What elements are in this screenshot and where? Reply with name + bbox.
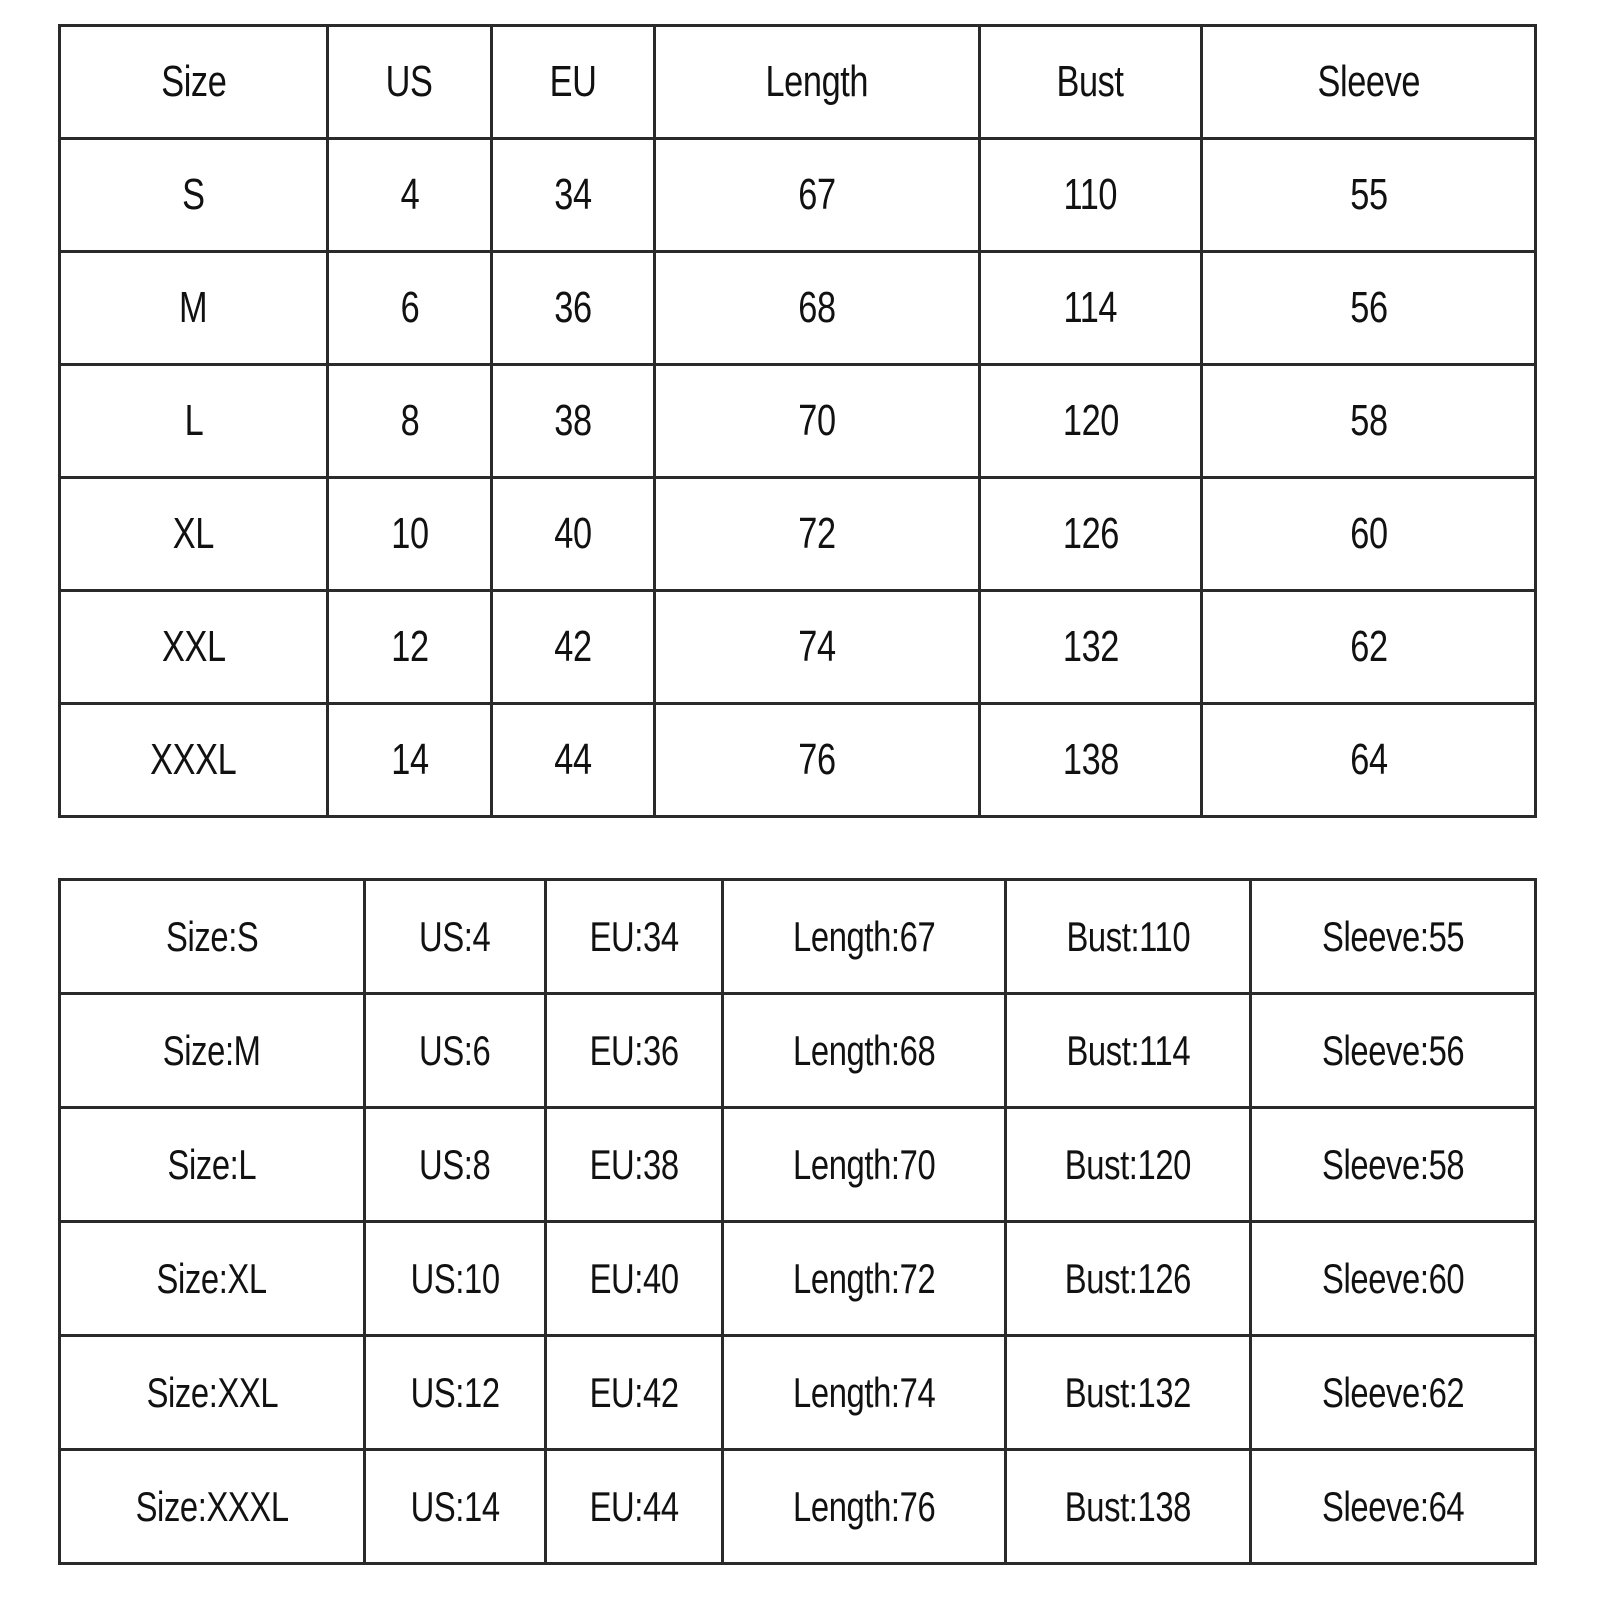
table-cell: Bust:114 bbox=[1006, 994, 1251, 1108]
table-row bbox=[60, 1222, 1536, 1336]
table-cell: Length:67 bbox=[723, 880, 1006, 994]
table-cell: 114 bbox=[980, 252, 1202, 365]
table-row bbox=[60, 252, 1536, 365]
header-cell: Bust bbox=[980, 26, 1202, 139]
table-cell: Size:S bbox=[60, 880, 365, 994]
table-cell: 4 bbox=[328, 139, 492, 252]
table-cell: M bbox=[60, 252, 328, 365]
table-cell: US:8 bbox=[365, 1108, 546, 1222]
header-cell: EU bbox=[492, 26, 655, 139]
table-row bbox=[60, 704, 1536, 817]
table-cell: Size:XXXL bbox=[60, 1450, 365, 1564]
table-cell: Length:72 bbox=[723, 1222, 1006, 1336]
table-row bbox=[60, 591, 1536, 704]
table-row bbox=[60, 1108, 1536, 1222]
table-cell: 14 bbox=[328, 704, 492, 817]
table-cell: EU:34 bbox=[546, 880, 723, 994]
table-cell: 67 bbox=[655, 139, 980, 252]
table-cell: Size:XXL bbox=[60, 1336, 365, 1450]
table-cell: 60 bbox=[1202, 478, 1536, 591]
table-cell: Bust:110 bbox=[1006, 880, 1251, 994]
table-cell: 8 bbox=[328, 365, 492, 478]
table-cell: US:10 bbox=[365, 1222, 546, 1336]
table-cell: 72 bbox=[655, 478, 980, 591]
table-cell: 64 bbox=[1202, 704, 1536, 817]
table-cell: 40 bbox=[492, 478, 655, 591]
table-cell: 42 bbox=[492, 591, 655, 704]
table-cell: Length:74 bbox=[723, 1336, 1006, 1450]
table-cell: US:6 bbox=[365, 994, 546, 1108]
table-cell: Bust:126 bbox=[1006, 1222, 1251, 1336]
table-cell: Size:L bbox=[60, 1108, 365, 1222]
table-cell: Sleeve:62 bbox=[1251, 1336, 1536, 1450]
table-cell: 34 bbox=[492, 139, 655, 252]
table-cell: Bust:138 bbox=[1006, 1450, 1251, 1564]
table-row bbox=[60, 1450, 1536, 1564]
table-cell: Bust:120 bbox=[1006, 1108, 1251, 1222]
size-chart-table-top bbox=[58, 24, 1537, 818]
table-cell: Size:M bbox=[60, 994, 365, 1108]
table-cell: 76 bbox=[655, 704, 980, 817]
table-cell: 55 bbox=[1202, 139, 1536, 252]
table-row bbox=[60, 880, 1536, 994]
table-cell: Sleeve:55 bbox=[1251, 880, 1536, 994]
header-cell: US bbox=[328, 26, 492, 139]
table-cell: Sleeve:64 bbox=[1251, 1450, 1536, 1564]
table-cell: US:4 bbox=[365, 880, 546, 994]
table-cell: 56 bbox=[1202, 252, 1536, 365]
table-cell: 70 bbox=[655, 365, 980, 478]
table-cell: Size:XL bbox=[60, 1222, 365, 1336]
table-cell: 36 bbox=[492, 252, 655, 365]
table-cell: XL bbox=[60, 478, 328, 591]
table-cell: EU:36 bbox=[546, 994, 723, 1108]
table-cell: Sleeve:60 bbox=[1251, 1222, 1536, 1336]
table-cell: US:12 bbox=[365, 1336, 546, 1450]
table-row bbox=[60, 139, 1536, 252]
table-cell: Length:76 bbox=[723, 1450, 1006, 1564]
table-cell: 6 bbox=[328, 252, 492, 365]
table-cell: XXXL bbox=[60, 704, 328, 817]
table-cell: Sleeve:56 bbox=[1251, 994, 1536, 1108]
table-cell: Length:70 bbox=[723, 1108, 1006, 1222]
table-cell: 58 bbox=[1202, 365, 1536, 478]
table-row bbox=[60, 478, 1536, 591]
table-cell: 120 bbox=[980, 365, 1202, 478]
table-cell: 126 bbox=[980, 478, 1202, 591]
table-cell: 38 bbox=[492, 365, 655, 478]
table-cell: EU:44 bbox=[546, 1450, 723, 1564]
table-cell: 10 bbox=[328, 478, 492, 591]
table-cell: 138 bbox=[980, 704, 1202, 817]
table-cell: 62 bbox=[1202, 591, 1536, 704]
table-row bbox=[60, 994, 1536, 1108]
table-cell: 68 bbox=[655, 252, 980, 365]
table-cell: S bbox=[60, 139, 328, 252]
size-chart-table-bottom bbox=[58, 878, 1537, 1565]
table-cell: 132 bbox=[980, 591, 1202, 704]
table-cell: EU:40 bbox=[546, 1222, 723, 1336]
table-cell: US:14 bbox=[365, 1450, 546, 1564]
header-cell: Length bbox=[655, 26, 980, 139]
header-cell: Size bbox=[60, 26, 328, 139]
table-cell: XXL bbox=[60, 591, 328, 704]
table-header-row bbox=[60, 26, 1536, 139]
table-cell: 110 bbox=[980, 139, 1202, 252]
table-cell: 44 bbox=[492, 704, 655, 817]
table-row bbox=[60, 1336, 1536, 1450]
table-cell: Bust:132 bbox=[1006, 1336, 1251, 1450]
table-cell: EU:42 bbox=[546, 1336, 723, 1450]
table-cell: Length:68 bbox=[723, 994, 1006, 1108]
table-row bbox=[60, 365, 1536, 478]
header-cell: Sleeve bbox=[1202, 26, 1536, 139]
table-cell: 74 bbox=[655, 591, 980, 704]
table-cell: L bbox=[60, 365, 328, 478]
table-cell: EU:38 bbox=[546, 1108, 723, 1222]
table-cell: 12 bbox=[328, 591, 492, 704]
table-cell: Sleeve:58 bbox=[1251, 1108, 1536, 1222]
